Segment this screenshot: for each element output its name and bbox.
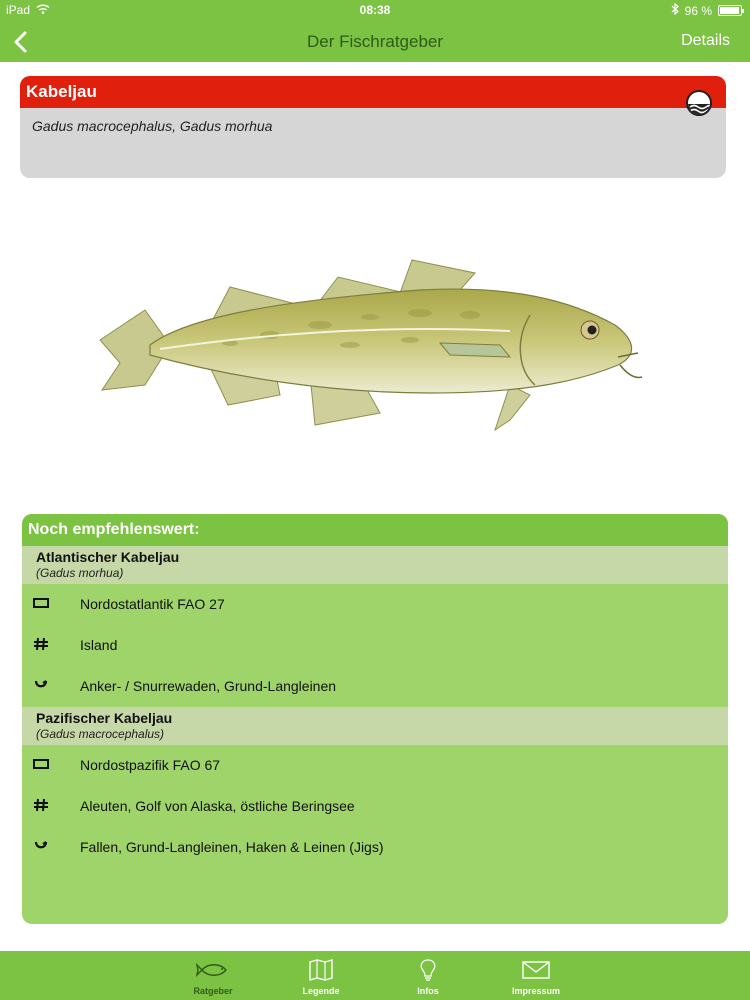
battery-percent: 96 %	[684, 3, 712, 18]
list-item	[22, 745, 728, 786]
battery-icon	[718, 5, 742, 16]
item-text: Island	[80, 637, 118, 653]
species-name: Atlantischer Kabeljau	[36, 549, 180, 565]
item-text: Aleuten, Golf von Alaska, östliche Beringsee	[80, 798, 355, 814]
fish-latin-name: Gadus macrocephalus, Gadus morhua	[32, 118, 273, 134]
item-text: Nordostatlantik FAO 27	[80, 596, 225, 612]
tab-legende[interactable]	[281, 957, 361, 996]
tab-bar	[0, 951, 750, 1000]
list-item	[22, 827, 728, 868]
species-group-header	[22, 707, 728, 745]
page-title: Der Fischratgeber	[306, 32, 444, 51]
species-name: Pazifischer Kabeljau	[36, 710, 173, 726]
item-text: Fallen, Grund-Langleinen, Haken & Leinen (Jigs)	[80, 839, 384, 855]
tab-ratgeber[interactable]	[173, 957, 253, 996]
tab-label: Infos	[417, 986, 439, 996]
species-scientific-name: (Gadus macrocephalus)	[36, 727, 165, 741]
panel-title: Noch empfehlenswert:	[22, 514, 728, 546]
tab-label: Ratgeber	[193, 986, 233, 996]
area-icon	[32, 595, 50, 611]
tab-impressum[interactable]	[496, 957, 576, 996]
tab-label: Impressum	[511, 986, 561, 996]
list-item	[22, 786, 728, 827]
list-item	[22, 666, 728, 707]
stock-icon	[32, 636, 50, 652]
tab-label: Legende	[302, 986, 340, 996]
bluetooth-icon	[671, 3, 679, 18]
device-label: iPad	[6, 3, 31, 17]
list-item	[22, 625, 728, 666]
envelope-icon	[496, 957, 576, 983]
hook-icon	[32, 838, 50, 854]
area-icon	[32, 756, 50, 772]
species-scientific-name: (Gadus morhua)	[36, 566, 124, 580]
hook-icon	[32, 677, 50, 693]
fish-name: Kabeljau	[20, 76, 726, 108]
stock-icon	[32, 797, 50, 813]
details-button[interactable]: Details	[681, 32, 730, 49]
map-icon	[281, 957, 361, 983]
fish-icon	[173, 957, 253, 983]
tab-infos[interactable]	[388, 957, 468, 996]
recommendation-panel	[22, 514, 728, 924]
item-text: Nordostpazifik FAO 67	[80, 757, 221, 773]
status-bar	[0, 0, 750, 20]
navigation-bar	[0, 22, 750, 62]
item-text: Anker- / Snurrewaden, Grund-Langleinen	[80, 678, 337, 694]
clock: 08:38	[359, 3, 391, 17]
top-bar	[0, 0, 750, 62]
water-wave-icon	[686, 90, 712, 116]
list-item	[22, 584, 728, 625]
fish-header-card	[20, 76, 726, 178]
battery-fill	[720, 7, 739, 14]
species-group-header	[22, 546, 728, 584]
lightbulb-icon	[388, 957, 468, 983]
fish-illustration	[90, 245, 650, 445]
